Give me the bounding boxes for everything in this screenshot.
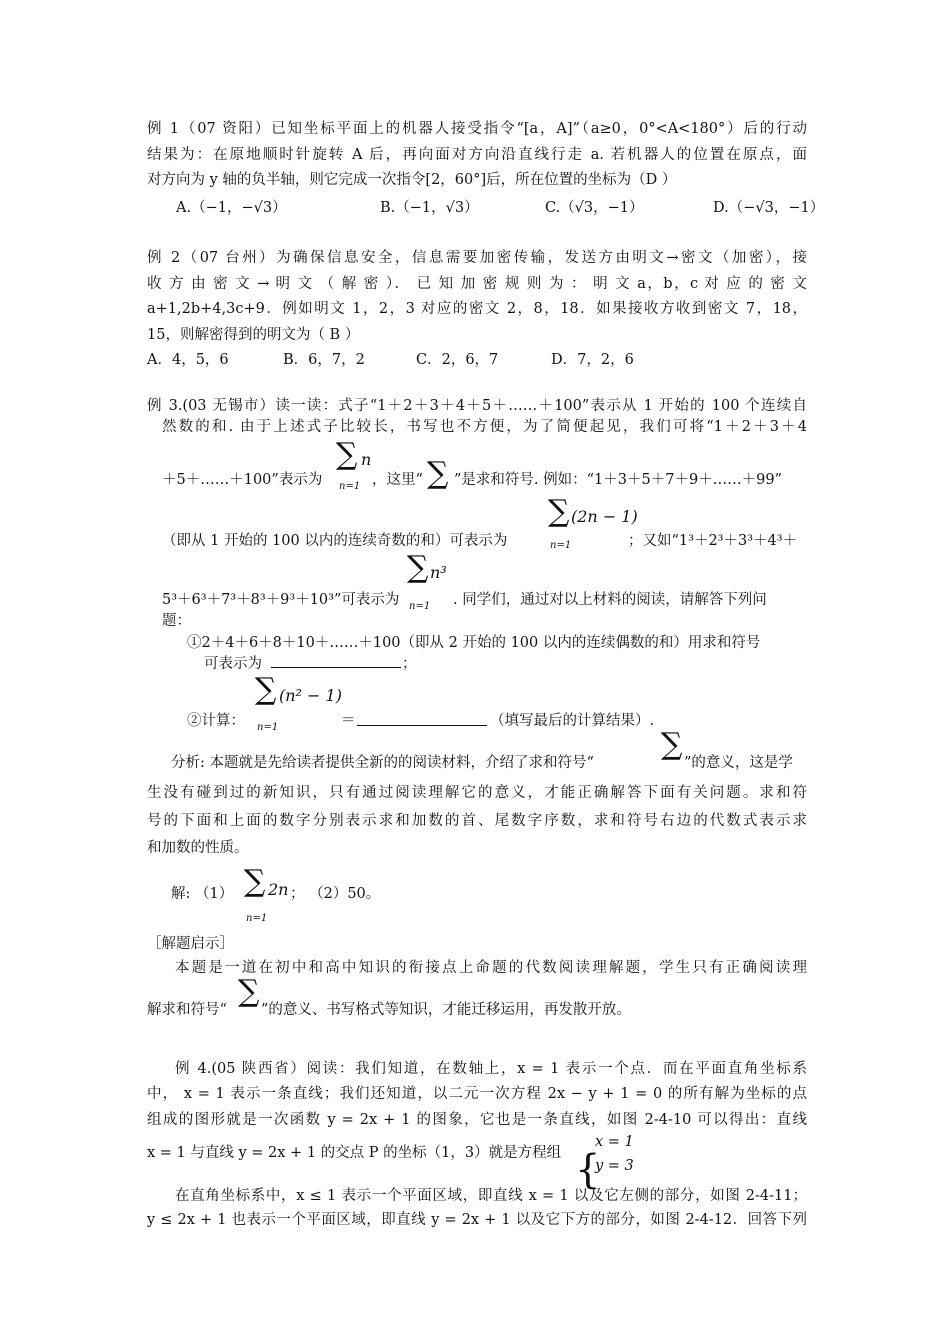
- sum-lower-index: n=1: [257, 722, 279, 733]
- ex4-line-5: 在直角坐标系中，x ≤ 1 表示一个平面区域，即直线 x = 1 以及它左侧的部分，如图 2-4-11；: [175, 1188, 807, 1204]
- sigma-symbol: ∑: [661, 727, 683, 762]
- sigma-symbol: ∑: [548, 494, 570, 529]
- analysis-line-4: 和加数的性质。: [147, 840, 249, 856]
- hint-line-1: 本题是一道在初中和高中知识的衔接点上命题的代数阅读理解题，学生只有正确阅读理: [175, 960, 807, 976]
- ex4-line-3: 组成的图形就是一次函数 y = 2x + 1 的图象，它也是一条直线，如图 2-4-10 可以得出：直线: [147, 1112, 807, 1128]
- solution-label: 解: （1）: [171, 886, 234, 902]
- ex3-line-3-b: ，这里“: [372, 472, 423, 488]
- ex4-line-4: x = 1 与直线 y = 2x + 1 的交点 P 的坐标（1，3）就是方程组: [147, 1145, 562, 1161]
- sigma-symbol: ∑: [255, 672, 277, 707]
- system-equation-2: y = 3: [595, 1158, 634, 1174]
- sum-term: (2n − 1): [571, 507, 638, 526]
- analysis-line-2: 生没有碰到过的新知识，只有通过阅读理解它的意义，才能正确解答下面有关问题。求和符: [147, 785, 807, 801]
- ex3-line-5-b: . 同学们，通过对以上材料的阅读，请解答下列问: [453, 592, 767, 608]
- sum-term: 2n: [268, 880, 289, 899]
- ex2-option-c: C．2，6，7: [416, 352, 499, 368]
- analysis-line-1-b: ”的意义，这是学: [684, 755, 793, 771]
- sum-term: n: [361, 450, 372, 469]
- ex2-line-2: 收 方 由 密 文 → 明 文 （ 解 密 ）． 已 知 加 密 规 则 为 ： 明 文 a，b，c 对 应 的 密 文: [147, 276, 807, 292]
- question-1-end: ；: [402, 656, 417, 672]
- hint-line-2-a: 解求和符号“: [147, 1002, 227, 1018]
- sigma-symbol: ∑: [336, 437, 358, 472]
- ex2-option-a: A．4，5，6: [147, 352, 229, 368]
- ex3-line-5-a: 5³＋6³＋7³＋8³＋9³＋10³”可表示为: [162, 592, 400, 608]
- question-2-end: （填写最后的计算结果）.: [490, 713, 655, 729]
- ex1-option-d: D.（−√3，−1）: [713, 200, 825, 216]
- answer-blank-1[interactable]: [271, 653, 401, 668]
- ex2-line-3: a+1,2b+4,3c+9．例如明文 1，2，3 对应的密文 2，8，18．如果接收方收到密文 7，18，: [147, 301, 807, 317]
- ex2-line-1: 例 2（07 台州）为确保信息安全，信息需要加密传输，发送方由明文→密文（加密），接: [147, 250, 807, 266]
- analysis-line-1-a: 分析: 本题就是先给读者提供全新的的阅读材料，介绍了求和符号“: [171, 755, 594, 771]
- ex4-line-1: 例 4.(05 陕西省）阅读：我们知道，在数轴上，x = 1 表示一个点．而在平面直角坐标系: [175, 1061, 807, 1077]
- ex2-line-4: 15，则解密得到的明文为（ B ）: [147, 327, 360, 343]
- ex1-line-2: 结果为：在原地顺时针旋转 A 后，再向面对方向沿直线行走 a. 若机器人的位置在原点，面: [147, 147, 807, 163]
- ex4-line-2: 中， x = 1 表示一条直线；我们还知道，以二元一次方程 2x − y + 1 = 0 的所有解为坐标的点: [147, 1086, 807, 1102]
- equation-system-brace: {: [575, 1147, 601, 1193]
- ex2-option-d: D．7，2，6: [551, 352, 634, 368]
- sum-lower-index: n=1: [339, 481, 361, 492]
- ex3-line-4-a: （即从 1 开始的 100 以内的连续奇数的和）可表示为: [162, 533, 508, 549]
- question-2-label: ②计算：: [187, 713, 245, 729]
- ex1-option-b: B.（−1，√3）: [380, 200, 479, 216]
- system-equation-1: x = 1: [595, 1134, 634, 1150]
- sigma-symbol: ∑: [407, 550, 429, 585]
- ex3-line-3-a: ＋5＋……＋100”表示为: [162, 472, 323, 488]
- ex3-line-6: 题：: [162, 613, 191, 629]
- ex1-line-1: 例 1（07 资阳）已知坐标平面上的机器人接受指令“[a，A]”（a≥0，0°<A<180°）后的行动: [147, 121, 807, 137]
- question-1-line-1: ①2＋4＋6＋8＋10＋……＋100（即从 2 开始的 100 以内的连续偶数的和）用求和符号: [187, 635, 761, 651]
- sigma-symbol: ∑: [238, 974, 260, 1009]
- hint-line-2-b: ”的意义、书写格式等知识，才能迁移运用，再发散开放。: [261, 1002, 631, 1018]
- question-2-equals: ＝: [341, 713, 356, 729]
- answer-blank-2[interactable]: [357, 711, 487, 726]
- sum-lower-index: n=1: [246, 913, 268, 924]
- ex3-line-2: 然数的和. 由于上述式子比较长，书写也不方便，为了简便起见，我们可将“1＋2＋3＋4: [162, 419, 807, 435]
- ex1-option-c: C.（√3，−1）: [545, 200, 644, 216]
- sum-term: n³: [430, 563, 447, 582]
- sum-term: (n² − 1): [279, 686, 342, 705]
- solution-answers: ； （2）50。: [290, 886, 381, 902]
- sigma-symbol: ∑: [244, 864, 266, 899]
- hint-title: ［解题启示］: [147, 936, 234, 952]
- question-1-label: 可表示为: [204, 656, 262, 672]
- ex3-line-3-c: ”是求和符号. 例如：“1＋3＋5＋7＋9＋……＋99”: [454, 472, 783, 488]
- ex2-option-b: B．6，7，2: [283, 352, 365, 368]
- analysis-line-3: 号的下面和上面的数字分别表示求和加数的首、尾数字序数，求和符号右边的代数式表示求: [147, 813, 807, 829]
- ex3-line-1: 例 3.(03 无锡市）读一读：式子“1＋2＋3＋4＋5＋……＋100”表示从 1 开始的 100 个连续自: [147, 398, 807, 414]
- ex3-line-4-b: ；又如“1³＋2³＋3³＋4³＋: [628, 533, 798, 549]
- sigma-symbol: ∑: [427, 456, 449, 491]
- ex1-line-3: 对方向为 y 轴的负半轴，则它完成一次指令[2，60°]后，所在位置的坐标为（D ）: [147, 172, 677, 188]
- sum-lower-index: n=1: [550, 540, 572, 551]
- ex4-line-6: y ≤ 2x + 1 也表示一个平面区域，即直线 y = 2x + 1 以及它下方的部分，如图 2-4-12．回答下列: [147, 1212, 807, 1228]
- sum-lower-index: n=1: [409, 601, 431, 612]
- ex1-option-a: A.（−1，−√3）: [176, 200, 287, 216]
